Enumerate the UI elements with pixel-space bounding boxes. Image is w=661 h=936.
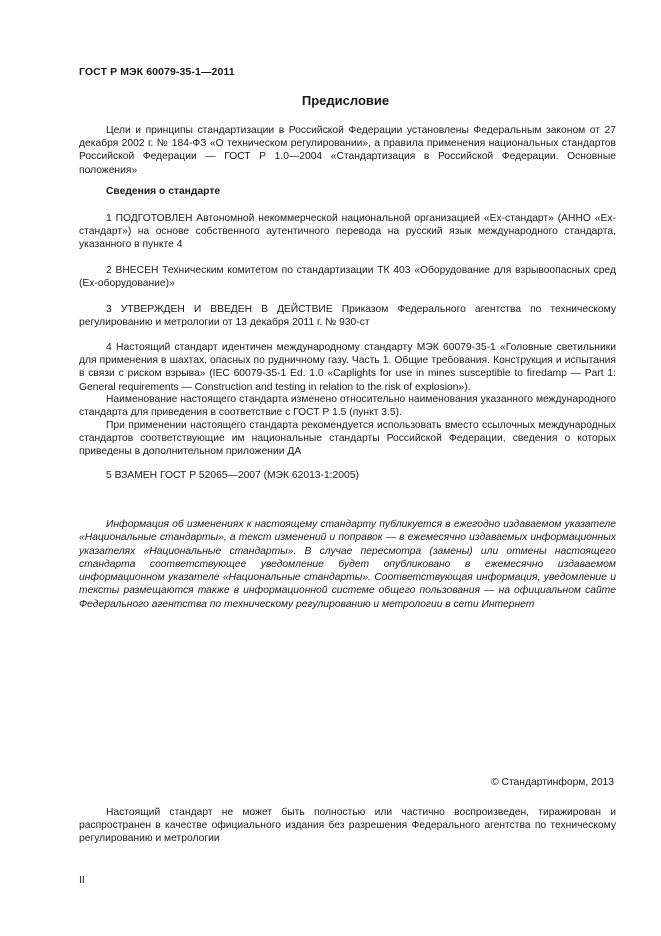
preface-item-4: 4 Настоящий стандарт идентичен международному стандарту МЭК 60079-35-1 «Головные светильники для применения в шахтах, опасных по рудничному газу. Часть 1. Общие требования. Конструкция и испытания в связи с риском взрыва» (IEC 60079-35-1 Ed. 1.0 «Caplights for use in mines susceptible to firedamp — Part 1: General requirements — Construction and testing in relation to the risk of explosion»). <box>79 342 616 393</box>
preface-item-3: 3 УТВЕРЖДЕН И ВВЕДЕН В ДЕЙСТВИЕ Приказом Федерального агентства по техническому регулированию и метрологии от 13 декабря 2011 г. № 930-ст <box>79 304 616 329</box>
standard-info-subheading: Сведения о стандарте <box>106 186 221 197</box>
reproduction-notice: Настоящий стандарт не может быть полностью или частично воспроизведен, тиражирован и распространен в качестве официального издания без разрешения Федерального агентства по техническому регулированию и метрологии <box>79 807 616 845</box>
standard-code-header: ГОСТ Р МЭК 60079-35-1—2011 <box>79 66 235 78</box>
preface-item-5: 5 ВЗАМЕН ГОСТ Р 52065—2007 (МЭК 62013-1:2005) <box>106 470 359 481</box>
changes-info-notice: Информация об изменениях к настоящему стандарту публикуется в ежегодно издаваемом указателе «Национальные стандарты», а текст изменений и поправок — в ежемесячно издаваемых информационных указателях «Национальные стандарты». В случае пересмотра (замены) или отмены настоящего стандарта соответствующее уведомление будет опубликовано в ежемесячно издаваемом информационном указателе «Национальные стандарты». Соответствующая информация, уведомление и тексты размещаются также в информационной системе общего пользования — на официальном сайте Федерального агентства по техническому регулированию и метрологии в сети Интернет <box>79 519 616 610</box>
page-number: II <box>79 875 85 886</box>
preface-item-1: 1 ПОДГОТОВЛЕН Автономной некоммерческой национальной организацией «Ех-стандарт» (АННО «Ех-стандарт») на основе собственного аутентичного перевода на русский язык международного стандарта, указанного в пункте 4 <box>79 213 616 251</box>
preface-item-4-note-references: При применении настоящего стандарта рекомендуется использовать вместо ссылочных международных стандартов соответствующие им национальные стандарты Российской Федерации, сведения о которых приведены в дополнительном приложении ДА <box>79 420 616 458</box>
preface-item-2: 2 ВНЕСЕН Техническим комитетом по стандартизации ТК 403 «Оборудование для взрывоопасных сред (Ех-оборудование)» <box>79 265 616 290</box>
preface-title: Предисловие <box>301 93 390 108</box>
preface-item-4-note-name: Наименование настоящего стандарта изменено относительно наименования указанного международного стандарта для приведения в соответствие с ГОСТ Р 1.5 (пункт 3.5). <box>79 394 616 419</box>
copyright-line: © Стандартинформ, 2013 <box>491 777 614 788</box>
preface-intro: Цели и принципы стандартизации в Российской Федерации установлены Федеральным законом от 27 декабря 2002 г. № 184-ФЗ «О техническом регулировании», а правила применения национальных стандартов Российской Федерации — ГОСТ Р 1.0—2004 «Стандартизация в Российской Федерации. Основные положения» <box>79 125 616 176</box>
